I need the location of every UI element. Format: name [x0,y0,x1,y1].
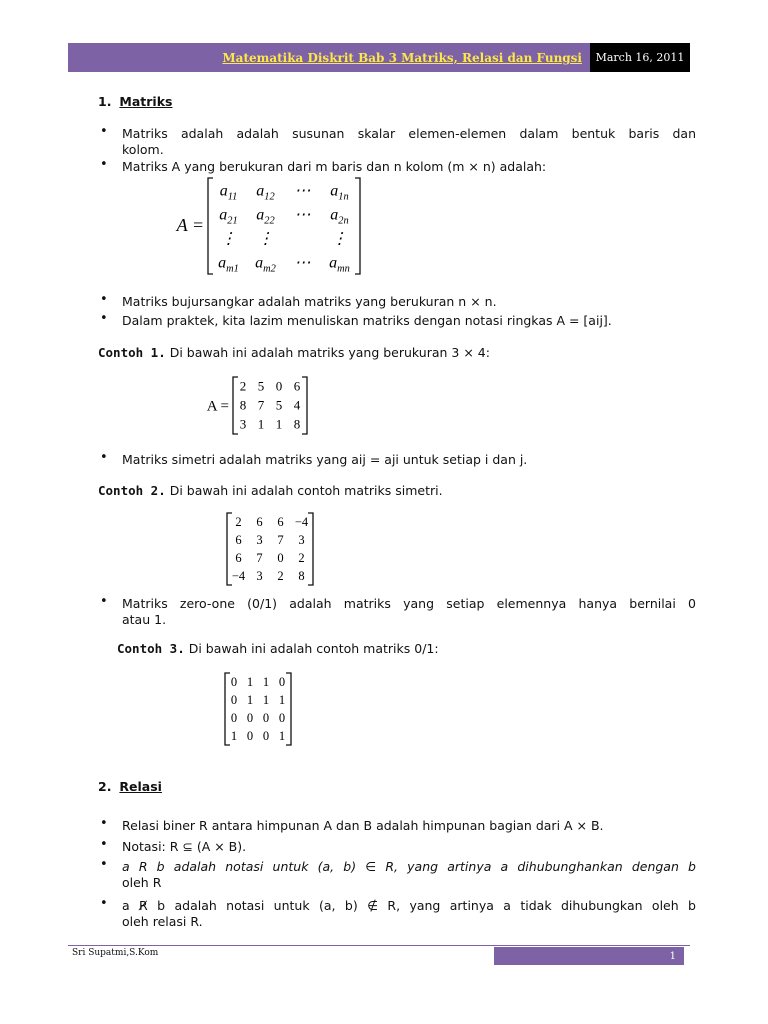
bullet-icon: • [100,450,108,465]
section-1-heading [98,94,172,110]
matrix-example-3 [222,670,302,750]
matrix-cell: 0 [275,378,283,394]
matrix-cell: $a_{12}$ [256,182,275,203]
example-3-label: Contoh 3. [117,641,185,656]
bullet-text: a R b adalah notasi untuk (a, b) ∈ R, yang artinya a dihubunghankan dengan b [122,859,696,874]
matrix-cell: 1 [246,692,254,707]
matrix-cell: 0 [230,710,238,725]
example-1-text: Di bawah ini adalah matriks yang berukuran 3 × 4: [169,345,490,360]
bullet-icon: • [100,292,108,307]
matrix-cell: ⋯ [294,182,311,200]
bullet-text: Matriks adalah adalah susunan skalar elemen-elemen dalam bentuk baris dan [122,126,696,141]
bullet-text: Matriks A yang berukuran dari m baris dan n kolom (m × n) adalah: [122,159,547,174]
matrix-cell: 1 [262,674,270,689]
example-2-text: Di bawah ini adalah contoh matriks simetri. [169,483,443,498]
example-2-label: Contoh 2. [98,483,166,498]
bullet-text-cont: atau 1. [122,612,167,627]
matrix-cell: $a_{11}$ [219,182,238,203]
matrix-cell: 0 [262,710,270,725]
matrix-cell: 6 [277,514,284,529]
matrix-cell: 0 [278,674,286,689]
example-3-text: Di bawah ini adalah contoh matriks 0/1: [188,641,439,656]
matrix-cell: 6 [235,550,242,565]
matrix-cell: 5 [257,378,265,394]
footer-page-number: 1 [494,947,684,965]
matrix-right-bracket [302,377,307,434]
matrix-cell: 8 [239,397,247,413]
matrix-cell: 0 [246,710,254,725]
bullet-text-cont: kolom. [122,142,164,157]
bullet-text: Dalam praktek, kita lazim menuliskan matriks dengan notasi ringkas A = [aij]. [122,313,612,328]
matrix-cell: $a_{21}$ [219,206,238,227]
matrix-cell: $a_{2n}$ [330,206,349,227]
matrix-cell: 0 [246,728,254,743]
bullet-text: Matriks simetri adalah matriks yang aij = aji untuk setiap i dan j. [122,452,528,467]
bullet-icon: • [100,896,108,911]
matrix-cell: 7 [257,397,265,413]
matrix-cell: 1 [257,416,265,432]
matrix-cell: 0 [262,728,270,743]
bullet-text: Relasi biner R antara himpunan A dan B adalah himpunan bagian dari A × B. [122,818,604,833]
bullet-text-cont: oleh R [122,875,162,890]
section-1-title: Matriks [119,94,173,109]
matrix-cell: 4 [293,397,301,413]
matrix-cell: 0 [277,550,284,565]
matrix-cell: 8 [298,568,305,583]
matrix-cell: 2 [235,514,242,529]
matrix-cell: ⋮ [257,230,274,248]
matrix-lhs-label: A = [176,215,204,235]
matrix-cell: $a_{m1}$ [218,254,239,275]
matrix-right-bracket [355,178,360,274]
page-header [68,43,690,72]
example-3 [117,641,439,657]
section-2-title: Relasi [119,779,162,794]
matrix-left-bracket [225,673,230,745]
bullet-icon: • [100,157,108,172]
matrix-cell: ⋮ [331,230,348,248]
matrix-cell: 6 [235,532,242,547]
bullet-icon: • [100,857,108,872]
matrix-cell: ⋯ [294,206,311,224]
section-1-number: 1. [98,94,112,109]
matrix-cell: $a_{1n}$ [330,182,349,203]
matrix-cell: 1 [230,728,238,743]
bullet-icon: • [100,594,108,609]
bullet-text-cont: oleh relasi R. [122,914,203,929]
example-2 [98,483,443,499]
matrix-cell: 1 [278,692,286,707]
matrix-cell: $a_{22}$ [256,206,275,227]
matrix-cell: 1 [275,416,283,432]
matrix-cell: 0 [278,710,286,725]
matrix-cell: 1 [262,692,270,707]
matrix-example-2 [224,510,324,590]
bullet-icon: • [100,816,108,831]
matrix-cell: 0 [230,674,238,689]
matrix-cell: 3 [239,416,247,432]
matrix-cell: 1 [278,728,286,743]
bullet-icon: • [100,311,108,326]
matrix-cell: $a_{m2}$ [255,254,276,275]
footer-author: Sri Supatmi,S.Kom [72,948,159,958]
bullet-icon: • [100,837,108,852]
matrix-right-bracket [286,673,291,745]
matrix-cell: 0 [230,692,238,707]
matrix-left-bracket [233,377,238,434]
matrix-cell: 7 [256,550,263,565]
matrix-cell: 7 [277,532,284,547]
matrix-cell: 3 [256,568,263,583]
matrix-cell: −4 [231,568,246,583]
matrix-lhs-label: A = [206,398,229,415]
bullet-text: Matriks bujursangkar adalah matriks yang berukuran n × n. [122,294,497,309]
matrix-cell: −4 [294,514,309,529]
bullet-text: Notasi: R ⊆ (A × B). [122,839,247,854]
matrix-cell: 1 [246,674,254,689]
matrix-cell: 2 [239,378,247,394]
bullet-icon: • [100,124,108,139]
example-1 [98,345,490,361]
matrix-cell: 6 [293,378,301,394]
header-date: March 16, 2011 [590,43,690,72]
matrix-cell: 3 [298,532,305,547]
matrix-cell: ⋮ [220,230,237,248]
general-matrix [170,172,370,286]
header-title: Matematika Diskrit Bab 3 Matriks, Relasi dan Fungsi [68,43,590,72]
matrix-cell: 3 [256,532,263,547]
matrix-right-bracket [308,513,313,585]
section-2-heading [98,779,162,795]
bullet-text: Matriks zero-one (0/1) adalah matriks yang setiap elemennya hanya bernilai 0 [122,596,696,611]
matrix-example-1 [205,374,325,440]
matrix-cell: 2 [298,550,305,565]
example-1-label: Contoh 1. [98,345,166,360]
matrix-cell: 5 [275,397,283,413]
matrix-cell: 6 [256,514,263,529]
matrix-cell: ⋯ [294,254,311,272]
matrix-cell: $a_{mn}$ [329,254,350,275]
matrix-cell: 8 [293,416,301,432]
section-2-number: 2. [98,779,112,794]
footer-divider [68,945,690,946]
bullet-text: a R̸ b adalah notasi untuk (a, b) ∉ R, yang artinya a tidak dihubungkan oleh b [122,898,696,913]
matrix-cell: 2 [277,568,284,583]
matrix-left-bracket [208,178,213,274]
